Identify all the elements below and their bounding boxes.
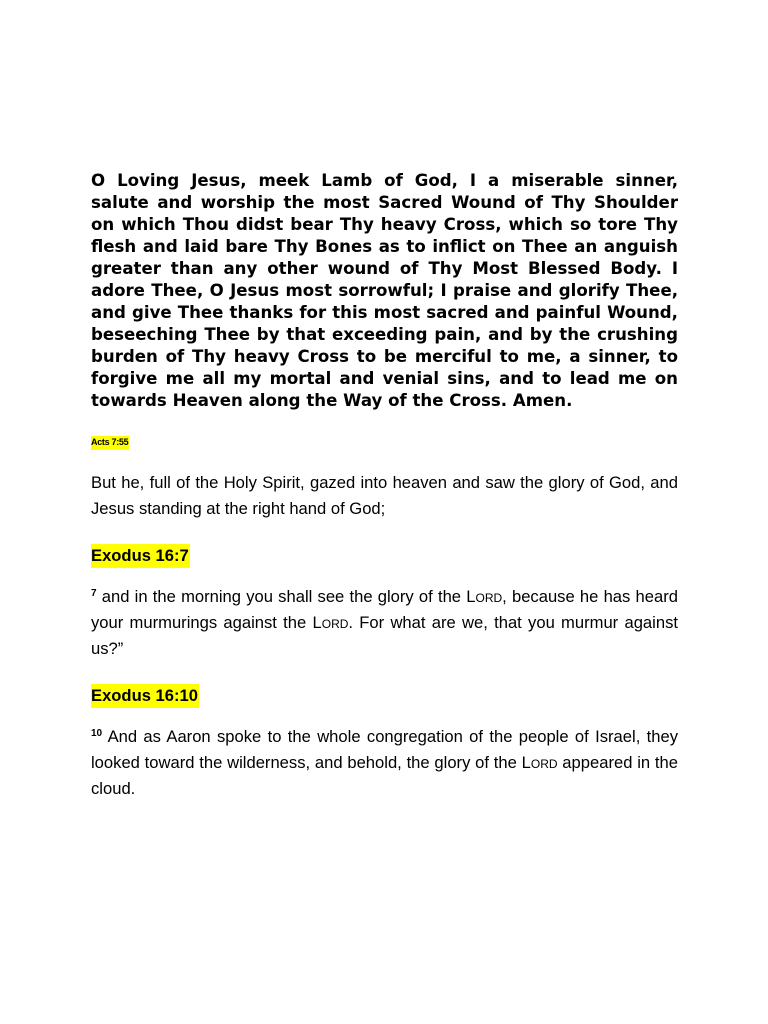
- acts-verse-text: But he, full of the Holy Spirit, gazed into heaven and saw the glory of God, and Jesus standing at the right hand of God;: [91, 473, 678, 518]
- verse-text-part: appeared in the cloud.: [91, 753, 678, 798]
- lord-small-caps: Lord: [521, 753, 558, 772]
- lord-small-caps: Lord: [466, 587, 503, 606]
- exodus-16-7-verse: [91, 584, 678, 662]
- verse-number: 7: [91, 588, 97, 599]
- verse-text-part: and in the morning you shall see the glory of the: [101, 587, 467, 606]
- verse-text-part: , because he has heard your murmurings against the: [91, 587, 678, 632]
- verse-number: 10: [91, 728, 103, 739]
- exodus-16-10-verse: [91, 724, 678, 802]
- prayer-paragraph: O Loving Jesus, meek Lamb of God, I a miserable sinner, salute and worship the most Sacred Wound of Thy Shoulder on which Thou didst bear Thy heavy Cross, which so tore Thy flesh and laid bare Thy Bones as to inflict on Thee an anguish greater than any other wound of Thy Most Blessed Body. I adore Thee, O Jesus most sorrowful; I praise and glorify Thee, and give Thee thanks for this most sacred and painful Wound, beseeching Thee by that exceeding pain, and by the crushing burden of Thy heavy Cross to be merciful to me, a sinner, to forgive me all my mortal and venial sins, and to lead me on towards Heaven along the Way of the Cross. Amen.: [91, 171, 678, 410]
- verse-text-part: And as Aaron spoke to the whole congregation of the people of Israel, they looked toward the wilderness, and behold, the glory of the: [91, 727, 679, 772]
- lord-small-caps: Lord: [312, 613, 349, 632]
- acts-reference-label: Acts 7:55: [91, 436, 129, 450]
- exodus-16-7-heading: Exodus 16:7: [91, 544, 190, 568]
- verse-text-part: . For what are we, that you murmur against us?”: [91, 613, 678, 658]
- exodus-16-10-heading: Exodus 16:10: [91, 684, 199, 708]
- document-page: [91, 170, 678, 802]
